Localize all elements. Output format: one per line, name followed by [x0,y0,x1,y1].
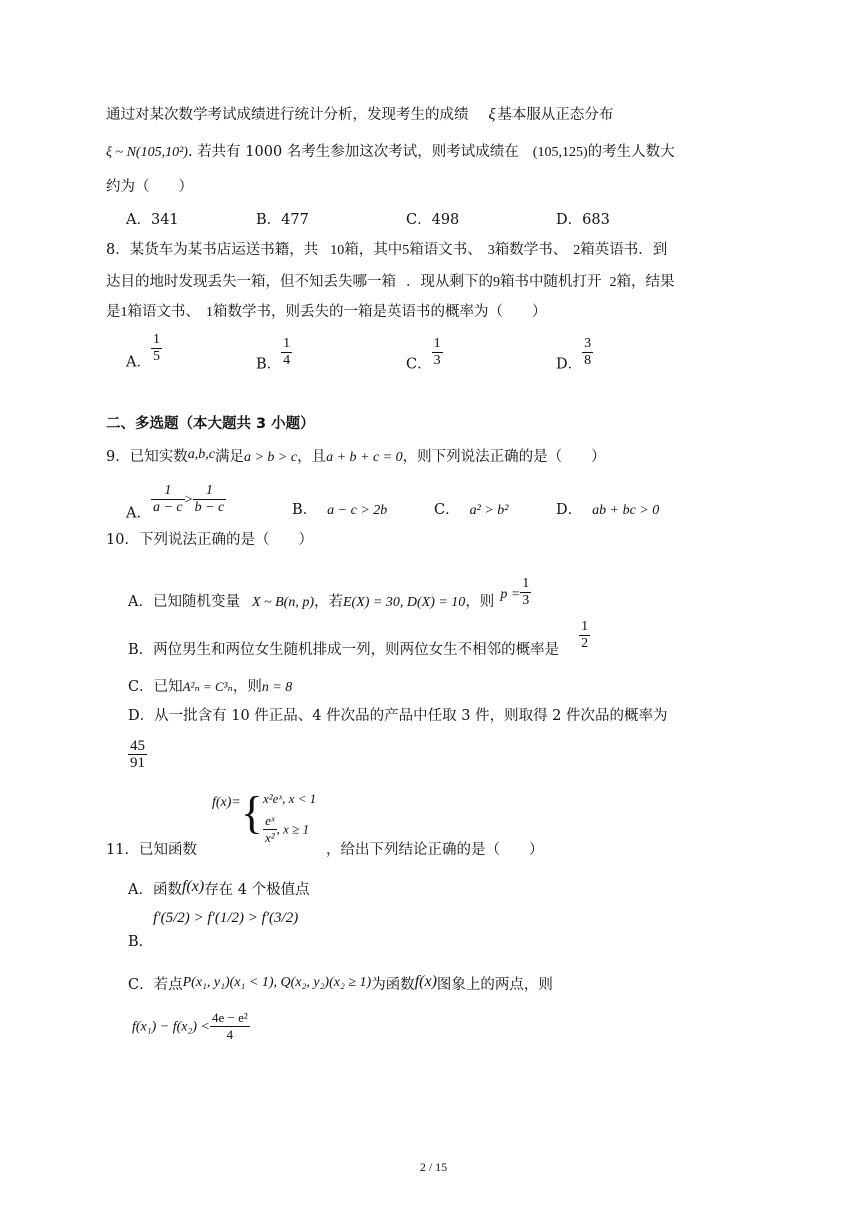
q7-line3: 约为（ ） [106,179,193,195]
fraction-denominator: b − c [194,500,225,515]
q7-option-a: A．341 [126,212,179,228]
q8-number: 10 [330,243,345,258]
q9-text: 9．已知实数 [106,449,188,465]
q8-text: 箱数学书、 [494,242,568,258]
score-interval: (105,125) [532,145,588,160]
option-label: D． [556,502,583,518]
fraction-numerator: 1 [164,483,172,498]
q8-line1 [106,240,667,261]
fraction-numerator: 45 [130,738,145,754]
q11-function [212,788,263,838]
binomial-dist: X ~ B(n, p) [251,595,314,610]
q8-line3 [106,302,547,323]
inequality-lhs: f(x₁) − f(x₂) < [132,1019,210,1035]
q8-text: 是 [106,304,121,320]
option-label: B． [128,934,154,950]
fraction-denominator: 5 [152,349,160,364]
q8-option-d [556,336,593,375]
q8-number: 1 [206,305,213,320]
q8-text: 达目的地时发现丢失一箱，但不知丢失哪一箱 [106,274,396,290]
fraction-denominator: 4 [283,353,291,368]
q8-line2 [106,272,675,293]
q10-text: C．已知 [128,679,183,695]
q11-option-c-ineq [132,1010,250,1043]
option-label: B． [256,356,282,373]
xi-symbol: ξ [488,106,496,123]
q10-option-a [128,575,531,613]
expectation-variance: E(X) = 30, D(X) = 10 [343,595,466,610]
q11-option-a [128,877,310,900]
q7-line2 [106,142,675,163]
q10-option-d: D．从一批含有 10 件正品、4 件次品的产品中任取 3 件，则取得 2 件次品的概率为 [128,708,668,724]
derivative-inequality: f′(5/2) > f′(1/2) > f′(3/2) [153,910,299,926]
q11-text: C．若点 [128,977,183,993]
fraction-numerator: 1 [283,336,291,351]
fraction-denominator: 91 [130,755,145,771]
q8-option-b [256,336,292,375]
q9-vars: a,b,c [187,447,215,462]
q8-text: 箱语文书、 [409,242,482,258]
q8-number: 9 [493,275,500,290]
q8-number: 1 [120,305,128,320]
fraction-numerator: 1 [581,618,589,634]
q7-line1 [106,105,613,125]
brace-symbol: { [240,787,263,838]
q8-option-a [126,332,162,373]
function-ref: f(x) [414,973,437,990]
q10-text: B．两位男生和两位女生随机排成一列，则两位女生不相邻的概率是 [128,642,560,658]
q9-stem [106,445,606,468]
option-label: C． [406,356,432,373]
q11-stem-a: 11．已知函数 [106,842,197,858]
q11-option-c [128,972,553,995]
q10-stem: 10．下列说法正确的是（ ） [106,532,313,548]
q8-text: 8．某货车为某书店运送书籍，共 [106,242,319,258]
q9-option-d [556,500,659,521]
q10-option-b [128,618,590,660]
q7-option-d: D．683 [556,212,610,228]
fraction-numerator: 1 [152,332,160,347]
q11-option-b [128,908,298,952]
fraction-denominator: 8 [584,353,592,368]
q11-text: 为函数 [371,977,415,993]
q8-number: 5 [402,243,410,258]
fraction-numerator: 3 [584,336,592,351]
points-pq: P(x₁, y₁)(x₁ < 1), Q(x₂, y₂)(x₂ ≥ 1) [182,975,372,990]
q10-text: A．已知随机变量 [128,594,240,610]
fraction-numerator: 1 [522,575,530,591]
q8-text: 箱书中随机打开 [500,274,602,290]
q8-text: 箱，结果 [616,274,675,290]
option-label: A． [126,505,151,522]
q11-text: 存在 4 个极值点 [204,882,310,898]
q10-option-c [128,677,292,698]
option-label: A． [126,354,151,371]
q8-option-c [406,336,443,375]
function-name: f(x)= [212,795,241,810]
q8-text: 箱数学书，则丢失的一箱是英语书的概率为（ ） [213,304,547,320]
fraction-denominator: x² [265,830,275,845]
case-condition: , x ≥ 1 [276,821,310,837]
function-ref: f(x) [181,878,205,895]
n-equals: n = 8 [261,680,293,695]
q9-option-a [126,483,226,524]
q9-condition: a + b + c = 0 [326,450,403,465]
option-expr: a² > b² [469,503,509,518]
q10-text: ，则 [232,679,262,695]
option-label: D． [556,356,583,373]
option-label: C． [434,502,460,518]
q7-text: . 若共有 1000 名考生参加这次考试，则考试成绩在 [187,144,519,160]
q10-option-d-answer [128,738,147,771]
q11-case1: x²eˣ, x < 1 [263,791,317,806]
q9-text: ，且 [297,449,327,465]
q9-option-b [292,500,387,521]
permutation-combination: A²ₙ = C³ₙ [182,679,233,694]
fraction-denominator: 4 [210,1026,250,1043]
fraction-denominator: 3 [522,592,530,608]
q9-text: 满足 [214,449,244,465]
q9-option-c [434,500,508,521]
fraction-numerator: eˣ [265,813,275,828]
q7-text: 的考生人数大 [587,144,675,160]
q8-number: 3 [487,243,495,258]
option-expr: a − c > 2b [327,503,388,518]
q11-text: 图象上的两点，则 [436,977,553,993]
q8-text: 箱英语书．到 [580,242,668,258]
option-expr: ab + bc > 0 [592,503,660,518]
fraction-numerator: 1 [433,336,441,351]
p-equals: p = [500,587,521,602]
q10-text: ，若 [314,594,343,610]
fraction-denominator: 3 [433,353,441,368]
q11-text: A．函数 [128,882,182,898]
fraction-numerator: 1 [205,483,213,498]
q7-text: 通过对某次数学考试成绩进行统计分析，发现考生的成绩 [106,107,469,123]
q8-number: 2 [573,243,581,258]
q11-stem-b: ，给出下列结论正确的是（ ） [326,842,544,858]
q7-option-c: C．498 [406,212,460,228]
q9-text: ，则下列说法正确的是（ ） [402,449,606,465]
q8-text: 箱语文书、 [127,304,200,320]
q7-option-b: B．477 [256,212,309,228]
q7-text: 基本服从正态分布 [497,107,614,123]
q8-number: 2 [609,275,617,290]
q11-case2 [263,813,309,846]
q8-text: ．现从剩下的 [406,274,493,290]
gt-sign: > [184,492,193,508]
section-title: 二、多选题（本大题共 3 小题） [106,416,315,432]
normal-distribution: ξ ~ N(105,10²) [106,145,188,160]
option-label: B． [292,502,318,518]
q10-text: ，则 [465,594,495,610]
page-number: 2 / 15 [419,1160,448,1174]
fraction-denominator: 2 [581,635,589,651]
fraction-denominator: a − c [152,500,183,515]
q8-text: 箱，其中 [344,242,403,258]
fraction-numerator: 4e − e² [211,1010,248,1025]
q9-condition: a > b > c [243,450,298,465]
